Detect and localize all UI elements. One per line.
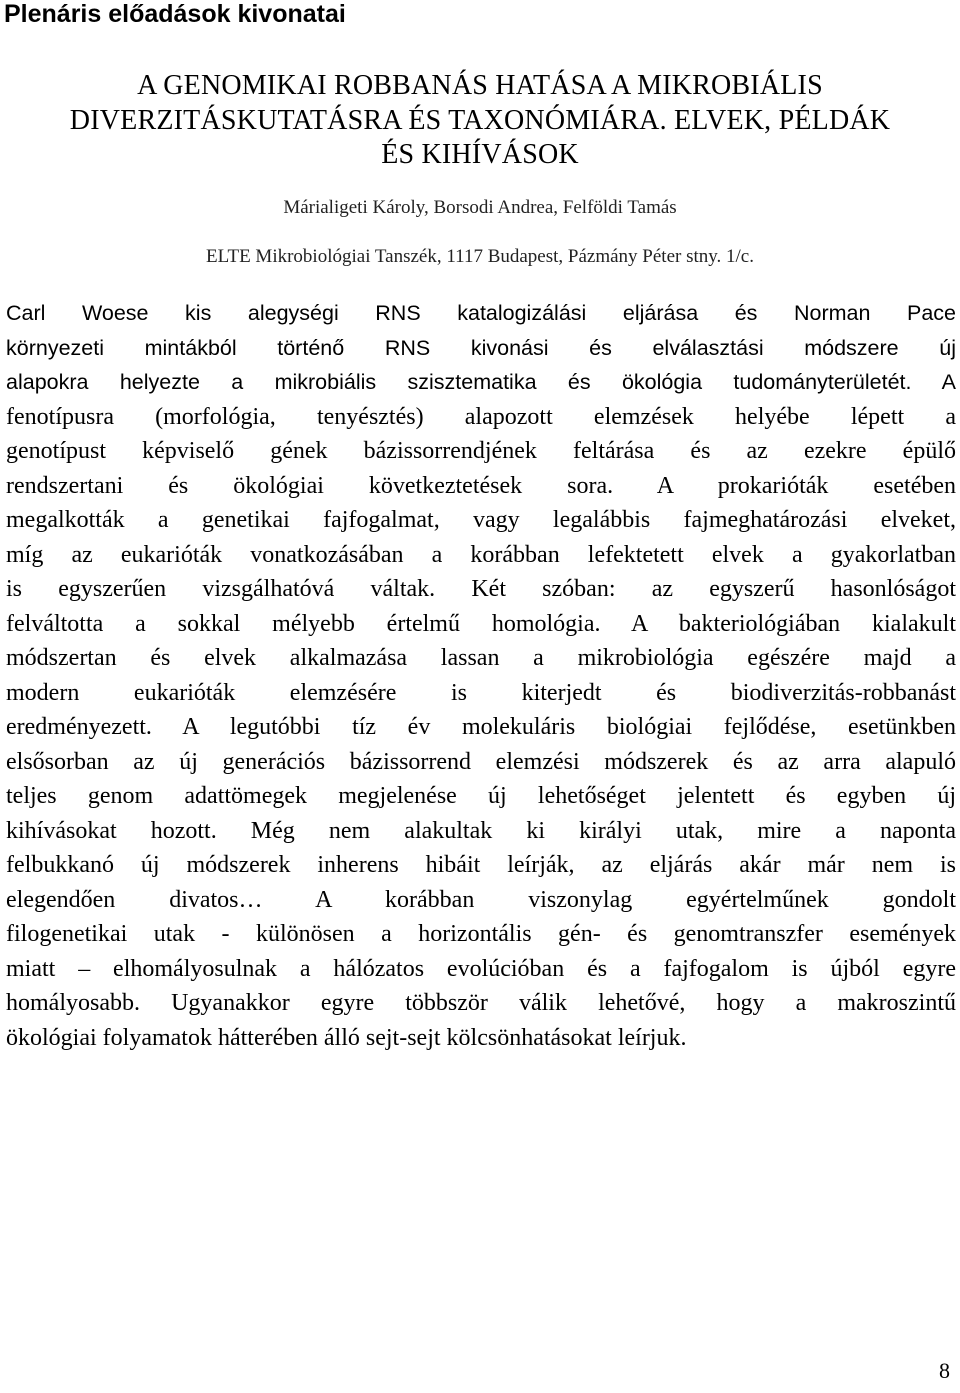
abstract-line: genotípust képviselő gének bázissorrendjének feltárása és az ezekre épülő xyxy=(6,438,956,464)
article-title-line: A GENOMIKAI ROBBANÁS HATÁSA A MIKROBIÁLIS xyxy=(137,70,823,101)
abstract-line: filogenetikai utak - különösen a horizontális gén- és genomtranszfer események xyxy=(6,921,956,947)
abstract-line: elegendően divatos… A korábban viszonylag egyértelműnek gondolt xyxy=(6,886,956,913)
author-list: Márialigeti Károly, Borsodi Andrea, Felföldi Tamás xyxy=(283,197,677,218)
abstract-line: rendszertani és ökológiai következtetések sora. A prokarióták esetében xyxy=(6,472,956,499)
abstract-line: ökológiai folyamatok hátterében álló sejt-sejt kölcsönhatásokat leírjuk. xyxy=(6,1024,687,1051)
abstract-line: is egyszerűen vizsgálhatóvá váltak. Két szóban: az egyszerű hasonlóságot xyxy=(6,576,956,602)
abstract-line: alapokra helyezte a mikrobiális szisztematika és ökológia tudományterületét. A xyxy=(6,370,956,394)
abstract-line: míg az eukarióták vonatkozásában a korábban lefektetett elvek a gyakorlatban xyxy=(6,541,956,568)
article-title xyxy=(0,69,960,173)
article-title-line: DIVERZITÁSKUTATÁSRA ÉS TAXONÓMIÁRA. ELVEK, PÉLDÁK xyxy=(69,104,891,136)
abstract-line: homályosabb. Ugyanakkor egyre többször válik lehetővé, hogy a makroszintű xyxy=(6,990,956,1016)
abstract-line: Carl Woese kis alegységi RNS katalogizálási eljárása és Norman Pace xyxy=(6,301,956,325)
abstract-body xyxy=(6,296,956,1055)
section-header: Plenáris előadások kivonatai xyxy=(4,0,346,28)
abstract-line: felváltotta a sokkal mélyebb értelmű homológia. A bakteriológiában kialakult xyxy=(6,610,956,637)
affiliation: ELTE Mikrobiológiai Tanszék, 1117 Budapest, Pázmány Péter stny. 1/c. xyxy=(206,246,754,267)
page-number: 8 xyxy=(939,1358,950,1383)
abstract-line: felbukkanó új módszerek inherens hibáit leírják, az eljárás akár már nem is xyxy=(6,852,956,878)
article-title-line: ÉS KIHÍVÁSOK xyxy=(381,139,579,170)
abstract-line: fenotípusra (morfológia, tenyésztés) alapozott elemzések helyébe lépett a xyxy=(6,403,956,430)
abstract-line: megalkották a genetikai fajfogalmat, vagy legalábbis fajmeghatározási elveket, xyxy=(6,507,956,533)
abstract-line: környezeti mintákból történő RNS kivonási és elválasztási módszere új xyxy=(6,335,956,360)
abstract-line: modern eukarióták elemzésére is kiterjedt és biodiverzitás-robbanást xyxy=(6,679,956,706)
abstract-line: teljes genom adattömegek megjelenése új lehetőséget jelentett és egyben új xyxy=(6,783,956,809)
abstract-line: eredményezett. A legutóbbi tíz év molekuláris biológiai fejlődése, esetünkben xyxy=(6,714,956,740)
abstract-line: kihívásokat hozott. Még nem alakultak ki királyi utak, mire a naponta xyxy=(6,817,956,844)
abstract-line: elsősorban az új generációs bázissorrend elemzési módszerek és az arra alapuló xyxy=(6,748,956,775)
abstract-line: miatt – elhomályosulnak a hálózatos evolúcióban és a fajfogalom is újból egyre xyxy=(6,955,956,982)
abstract-line: módszertan és elvek alkalmazása lassan a mikrobiológia egészére majd a xyxy=(6,645,956,671)
